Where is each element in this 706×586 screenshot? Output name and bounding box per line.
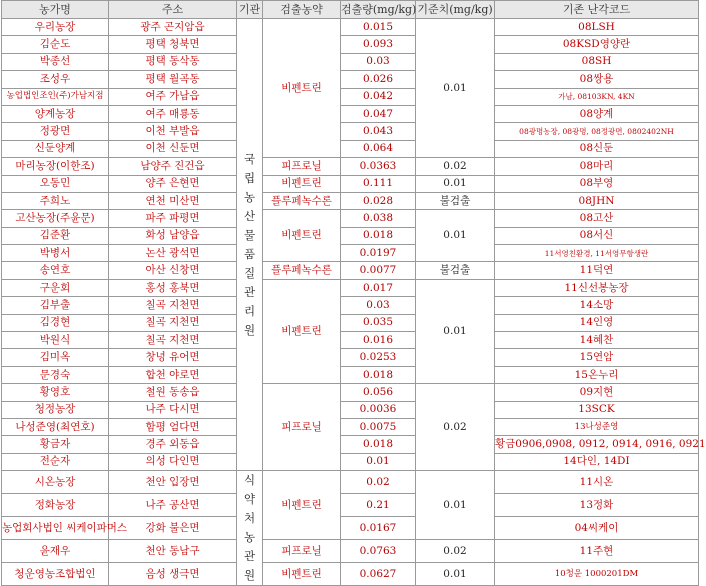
egg-code: 13정화 bbox=[495, 494, 699, 517]
detected-amount: 0.056 bbox=[341, 384, 416, 401]
table-row bbox=[2, 384, 699, 401]
table-row bbox=[2, 175, 699, 192]
table-row bbox=[2, 563, 699, 586]
farm-name: 김미옥 bbox=[2, 349, 109, 366]
table-row bbox=[2, 36, 699, 53]
farm-address: 파주 파평면 bbox=[109, 210, 237, 227]
table-row bbox=[2, 88, 699, 105]
col-header-egg-code: 기존 난각코드 bbox=[495, 1, 699, 19]
egg-code: 13나성준영 bbox=[495, 418, 699, 435]
col-header-farm: 농가명 bbox=[2, 1, 109, 19]
detected-amount: 0.018 bbox=[341, 436, 416, 453]
detected-amount: 0.0077 bbox=[341, 262, 416, 279]
detected-amount: 0.035 bbox=[341, 314, 416, 331]
detected-amount: 0.018 bbox=[341, 366, 416, 383]
detected-amount: 0.028 bbox=[341, 192, 416, 209]
farm-name: 고산농장(주윤문) bbox=[2, 210, 109, 227]
limit-value: 0.01 bbox=[416, 210, 495, 262]
table-row bbox=[2, 453, 699, 470]
table-row bbox=[2, 262, 699, 279]
egg-code: 11시온 bbox=[495, 471, 699, 494]
farm-address: 화성 남양읍 bbox=[109, 227, 237, 244]
farm-address: 함평 엄다면 bbox=[109, 418, 237, 435]
table-row bbox=[2, 540, 699, 563]
egg-code: 08LSH bbox=[495, 19, 699, 36]
detected-amount: 0.018 bbox=[341, 227, 416, 244]
col-header-agency: 기관 bbox=[237, 1, 263, 19]
egg-code: 08쌍용 bbox=[495, 71, 699, 88]
agency-mfds-naqs: 식 약 처 농 관 원 bbox=[237, 471, 263, 586]
farm-name: 나성준영(최연호) bbox=[2, 418, 109, 435]
pesticide: 피프로닐 bbox=[263, 158, 341, 175]
farm-name: 청운영농조합법인 bbox=[2, 563, 109, 586]
farm-address: 평택 동삭동 bbox=[109, 53, 237, 70]
limit-value: 불검출 bbox=[416, 262, 495, 279]
table-row bbox=[2, 210, 699, 227]
agency-naqs: 국 립 농 산 물 품 질 관 리 원 bbox=[237, 19, 263, 471]
table-row bbox=[2, 71, 699, 88]
detected-amount: 0.0197 bbox=[341, 245, 416, 262]
pesticide: 비펜트린 bbox=[263, 279, 341, 383]
farm-name: 황금자 bbox=[2, 436, 109, 453]
farm-address: 평택 청북면 bbox=[109, 36, 237, 53]
col-header-address: 주소 bbox=[109, 1, 237, 19]
farm-name: 정광면 bbox=[2, 123, 109, 140]
egg-code: 가남, 08103KN, 4KN bbox=[495, 88, 699, 105]
pesticide: 비펜트린 bbox=[263, 471, 341, 540]
table-row bbox=[2, 279, 699, 296]
farm-name: 농업회사법인 씨케이파머스 bbox=[2, 517, 109, 540]
farm-name: 김경현 bbox=[2, 314, 109, 331]
egg-code: 14소망 bbox=[495, 297, 699, 314]
egg-code: 14인영 bbox=[495, 314, 699, 331]
table-row bbox=[2, 517, 699, 540]
limit-value: 0.02 bbox=[416, 384, 495, 471]
detected-amount: 0.21 bbox=[341, 494, 416, 517]
farm-address: 광주 곤지암읍 bbox=[109, 19, 237, 36]
detected-amount: 0.047 bbox=[341, 105, 416, 122]
farm-address: 창녕 유어면 bbox=[109, 349, 237, 366]
pesticide-egg-table bbox=[1, 0, 706, 586]
farm-address: 철원 동송읍 bbox=[109, 384, 237, 401]
farm-address: 의성 다인면 bbox=[109, 453, 237, 470]
limit-value: 0.01 bbox=[416, 175, 495, 192]
farm-name: 윤재우 bbox=[2, 540, 109, 563]
egg-code: 15온누리 bbox=[495, 366, 699, 383]
farm-address: 홍성 홍북면 bbox=[109, 279, 237, 296]
limit-value: 0.01 bbox=[416, 19, 495, 158]
egg-code: 08마리 bbox=[495, 158, 699, 175]
pesticide: 피프로닐 bbox=[263, 384, 341, 471]
farm-address: 이천 부발읍 bbox=[109, 123, 237, 140]
table-row bbox=[2, 140, 699, 157]
farm-name: 양계농장 bbox=[2, 105, 109, 122]
farm-name: 문경숙 bbox=[2, 366, 109, 383]
pesticide: 비펜트린 bbox=[263, 175, 341, 192]
egg-code: 08신둔 bbox=[495, 140, 699, 157]
farm-address: 경주 외동읍 bbox=[109, 436, 237, 453]
detected-amount: 0.0627 bbox=[341, 563, 416, 586]
table-row bbox=[2, 401, 699, 418]
egg-code: 11서영친환경, 11서영무항생란 bbox=[495, 245, 699, 262]
egg-code: 13SCK bbox=[495, 401, 699, 418]
farm-name: 박원식 bbox=[2, 332, 109, 349]
detected-amount: 0.0167 bbox=[341, 517, 416, 540]
egg-code: 11주현 bbox=[495, 540, 699, 563]
farm-name: 김준환 bbox=[2, 227, 109, 244]
farm-name: 정화농장 bbox=[2, 494, 109, 517]
limit-value: 불검출 bbox=[416, 192, 495, 209]
pesticide: 피프로닐 bbox=[263, 540, 341, 563]
farm-address: 음성 생극면 bbox=[109, 563, 237, 586]
egg-code: 04씨케이 bbox=[495, 517, 699, 540]
farm-address: 천안 동남구 bbox=[109, 540, 237, 563]
farm-address: 천안 입장면 bbox=[109, 471, 237, 494]
farm-name: 김순도 bbox=[2, 36, 109, 53]
table-row bbox=[2, 53, 699, 70]
egg-code: 08부영 bbox=[495, 175, 699, 192]
detected-amount: 0.03 bbox=[341, 297, 416, 314]
table-row bbox=[2, 297, 699, 314]
table-row bbox=[2, 123, 699, 140]
farm-address: 양주 은현면 bbox=[109, 175, 237, 192]
pesticide: 플루페녹수론 bbox=[263, 262, 341, 279]
detected-amount: 0.03 bbox=[341, 53, 416, 70]
table-row bbox=[2, 314, 699, 331]
farm-name: 농업법인조인(주)가남지점 bbox=[2, 88, 109, 105]
col-header-amount: 검출량(mg/kg) bbox=[341, 1, 416, 19]
limit-value: 0.02 bbox=[416, 158, 495, 175]
table-row bbox=[2, 366, 699, 383]
farm-address: 평택 월곡동 bbox=[109, 71, 237, 88]
detected-amount: 0.043 bbox=[341, 123, 416, 140]
detected-amount: 0.042 bbox=[341, 88, 416, 105]
farm-name: 김부출 bbox=[2, 297, 109, 314]
farm-address: 강화 불은면 bbox=[109, 517, 237, 540]
egg-code: 08고산 bbox=[495, 210, 699, 227]
detected-amount: 0.0763 bbox=[341, 540, 416, 563]
pesticide: 비펜트린 bbox=[263, 19, 341, 158]
detected-amount: 0.02 bbox=[341, 471, 416, 494]
limit-value: 0.01 bbox=[416, 279, 495, 383]
farm-name: 우리농장 bbox=[2, 19, 109, 36]
farm-name: 신둔양계 bbox=[2, 140, 109, 157]
detected-amount: 0.015 bbox=[341, 19, 416, 36]
farm-address: 여주 매룡동 bbox=[109, 105, 237, 122]
table-row bbox=[2, 19, 699, 36]
farm-name: 송연호 bbox=[2, 262, 109, 279]
farm-address: 칠곡 지천면 bbox=[109, 297, 237, 314]
farm-address: 연천 미산면 bbox=[109, 192, 237, 209]
detected-amount: 0.0075 bbox=[341, 418, 416, 435]
pesticide: 비펜트린 bbox=[263, 210, 341, 262]
egg-code: 08JHN bbox=[495, 192, 699, 209]
egg-code: 08SH bbox=[495, 53, 699, 70]
table-row bbox=[2, 494, 699, 517]
limit-value: 0.01 bbox=[416, 563, 495, 586]
egg-code: 08광명농장, 08광명, 08정광면, 0802402NH bbox=[495, 123, 699, 140]
detected-amount: 0.064 bbox=[341, 140, 416, 157]
egg-code: 11신선봉농장 bbox=[495, 279, 699, 296]
detected-amount: 0.111 bbox=[341, 175, 416, 192]
detected-amount: 0.0363 bbox=[341, 158, 416, 175]
farm-address: 이천 신둔면 bbox=[109, 140, 237, 157]
header-row bbox=[2, 1, 699, 19]
table-row bbox=[2, 418, 699, 435]
farm-name: 박병서 bbox=[2, 245, 109, 262]
egg-code: 14다인, 14DI bbox=[495, 453, 699, 470]
farm-address: 논산 광석면 bbox=[109, 245, 237, 262]
table-row bbox=[2, 192, 699, 209]
table-row bbox=[2, 245, 699, 262]
egg-code: 08서신 bbox=[495, 227, 699, 244]
pesticide: 플루페녹수론 bbox=[263, 192, 341, 209]
detected-amount: 0.038 bbox=[341, 210, 416, 227]
farm-address: 칠곡 지천면 bbox=[109, 314, 237, 331]
table-row bbox=[2, 105, 699, 122]
egg-code: 08양계 bbox=[495, 105, 699, 122]
egg-code: 황금0906,0908, 0912, 0914, 0916, 0921 bbox=[495, 436, 699, 453]
table-row bbox=[2, 332, 699, 349]
farm-name: 구운회 bbox=[2, 279, 109, 296]
col-header-limit: 기준치(mg/kg) bbox=[416, 1, 495, 19]
egg-code: 15연암 bbox=[495, 349, 699, 366]
farm-address: 나주 다시면 bbox=[109, 401, 237, 418]
farm-name: 조성우 bbox=[2, 71, 109, 88]
detected-amount: 0.016 bbox=[341, 332, 416, 349]
limit-value: 0.01 bbox=[416, 471, 495, 540]
farm-name: 마리농장(이한조) bbox=[2, 158, 109, 175]
egg-code: 14혜찬 bbox=[495, 332, 699, 349]
farm-name: 청정농장 bbox=[2, 401, 109, 418]
farm-address: 아산 신창면 bbox=[109, 262, 237, 279]
detected-amount: 0.026 bbox=[341, 71, 416, 88]
farm-name: 주희노 bbox=[2, 192, 109, 209]
farm-name: 오동민 bbox=[2, 175, 109, 192]
table-row bbox=[2, 158, 699, 175]
table-row bbox=[2, 349, 699, 366]
farm-address: 남양주 진건읍 bbox=[109, 158, 237, 175]
farm-address: 여주 가남읍 bbox=[109, 88, 237, 105]
farm-name: 시온농장 bbox=[2, 471, 109, 494]
farm-name: 전순자 bbox=[2, 453, 109, 470]
egg-code: 10청운 1000201DM bbox=[495, 563, 699, 586]
col-header-pesticide: 검출농약 bbox=[263, 1, 341, 19]
egg-code: 09지현 bbox=[495, 384, 699, 401]
table-row bbox=[2, 227, 699, 244]
detected-amount: 0.0036 bbox=[341, 401, 416, 418]
detected-amount: 0.093 bbox=[341, 36, 416, 53]
limit-value: 0.02 bbox=[416, 540, 495, 563]
egg-code: 08KSD영양란 bbox=[495, 36, 699, 53]
farm-name: 황영호 bbox=[2, 384, 109, 401]
farm-address: 칠곡 지천면 bbox=[109, 332, 237, 349]
detected-amount: 0.01 bbox=[341, 453, 416, 470]
detected-amount: 0.017 bbox=[341, 279, 416, 296]
pesticide: 비펜트린 bbox=[263, 563, 341, 586]
table-row bbox=[2, 471, 699, 494]
farm-address: 나주 공산면 bbox=[109, 494, 237, 517]
farm-name: 박종선 bbox=[2, 53, 109, 70]
egg-code: 11덕연 bbox=[495, 262, 699, 279]
farm-address: 합천 야로면 bbox=[109, 366, 237, 383]
detected-amount: 0.0253 bbox=[341, 349, 416, 366]
table-row bbox=[2, 436, 699, 453]
